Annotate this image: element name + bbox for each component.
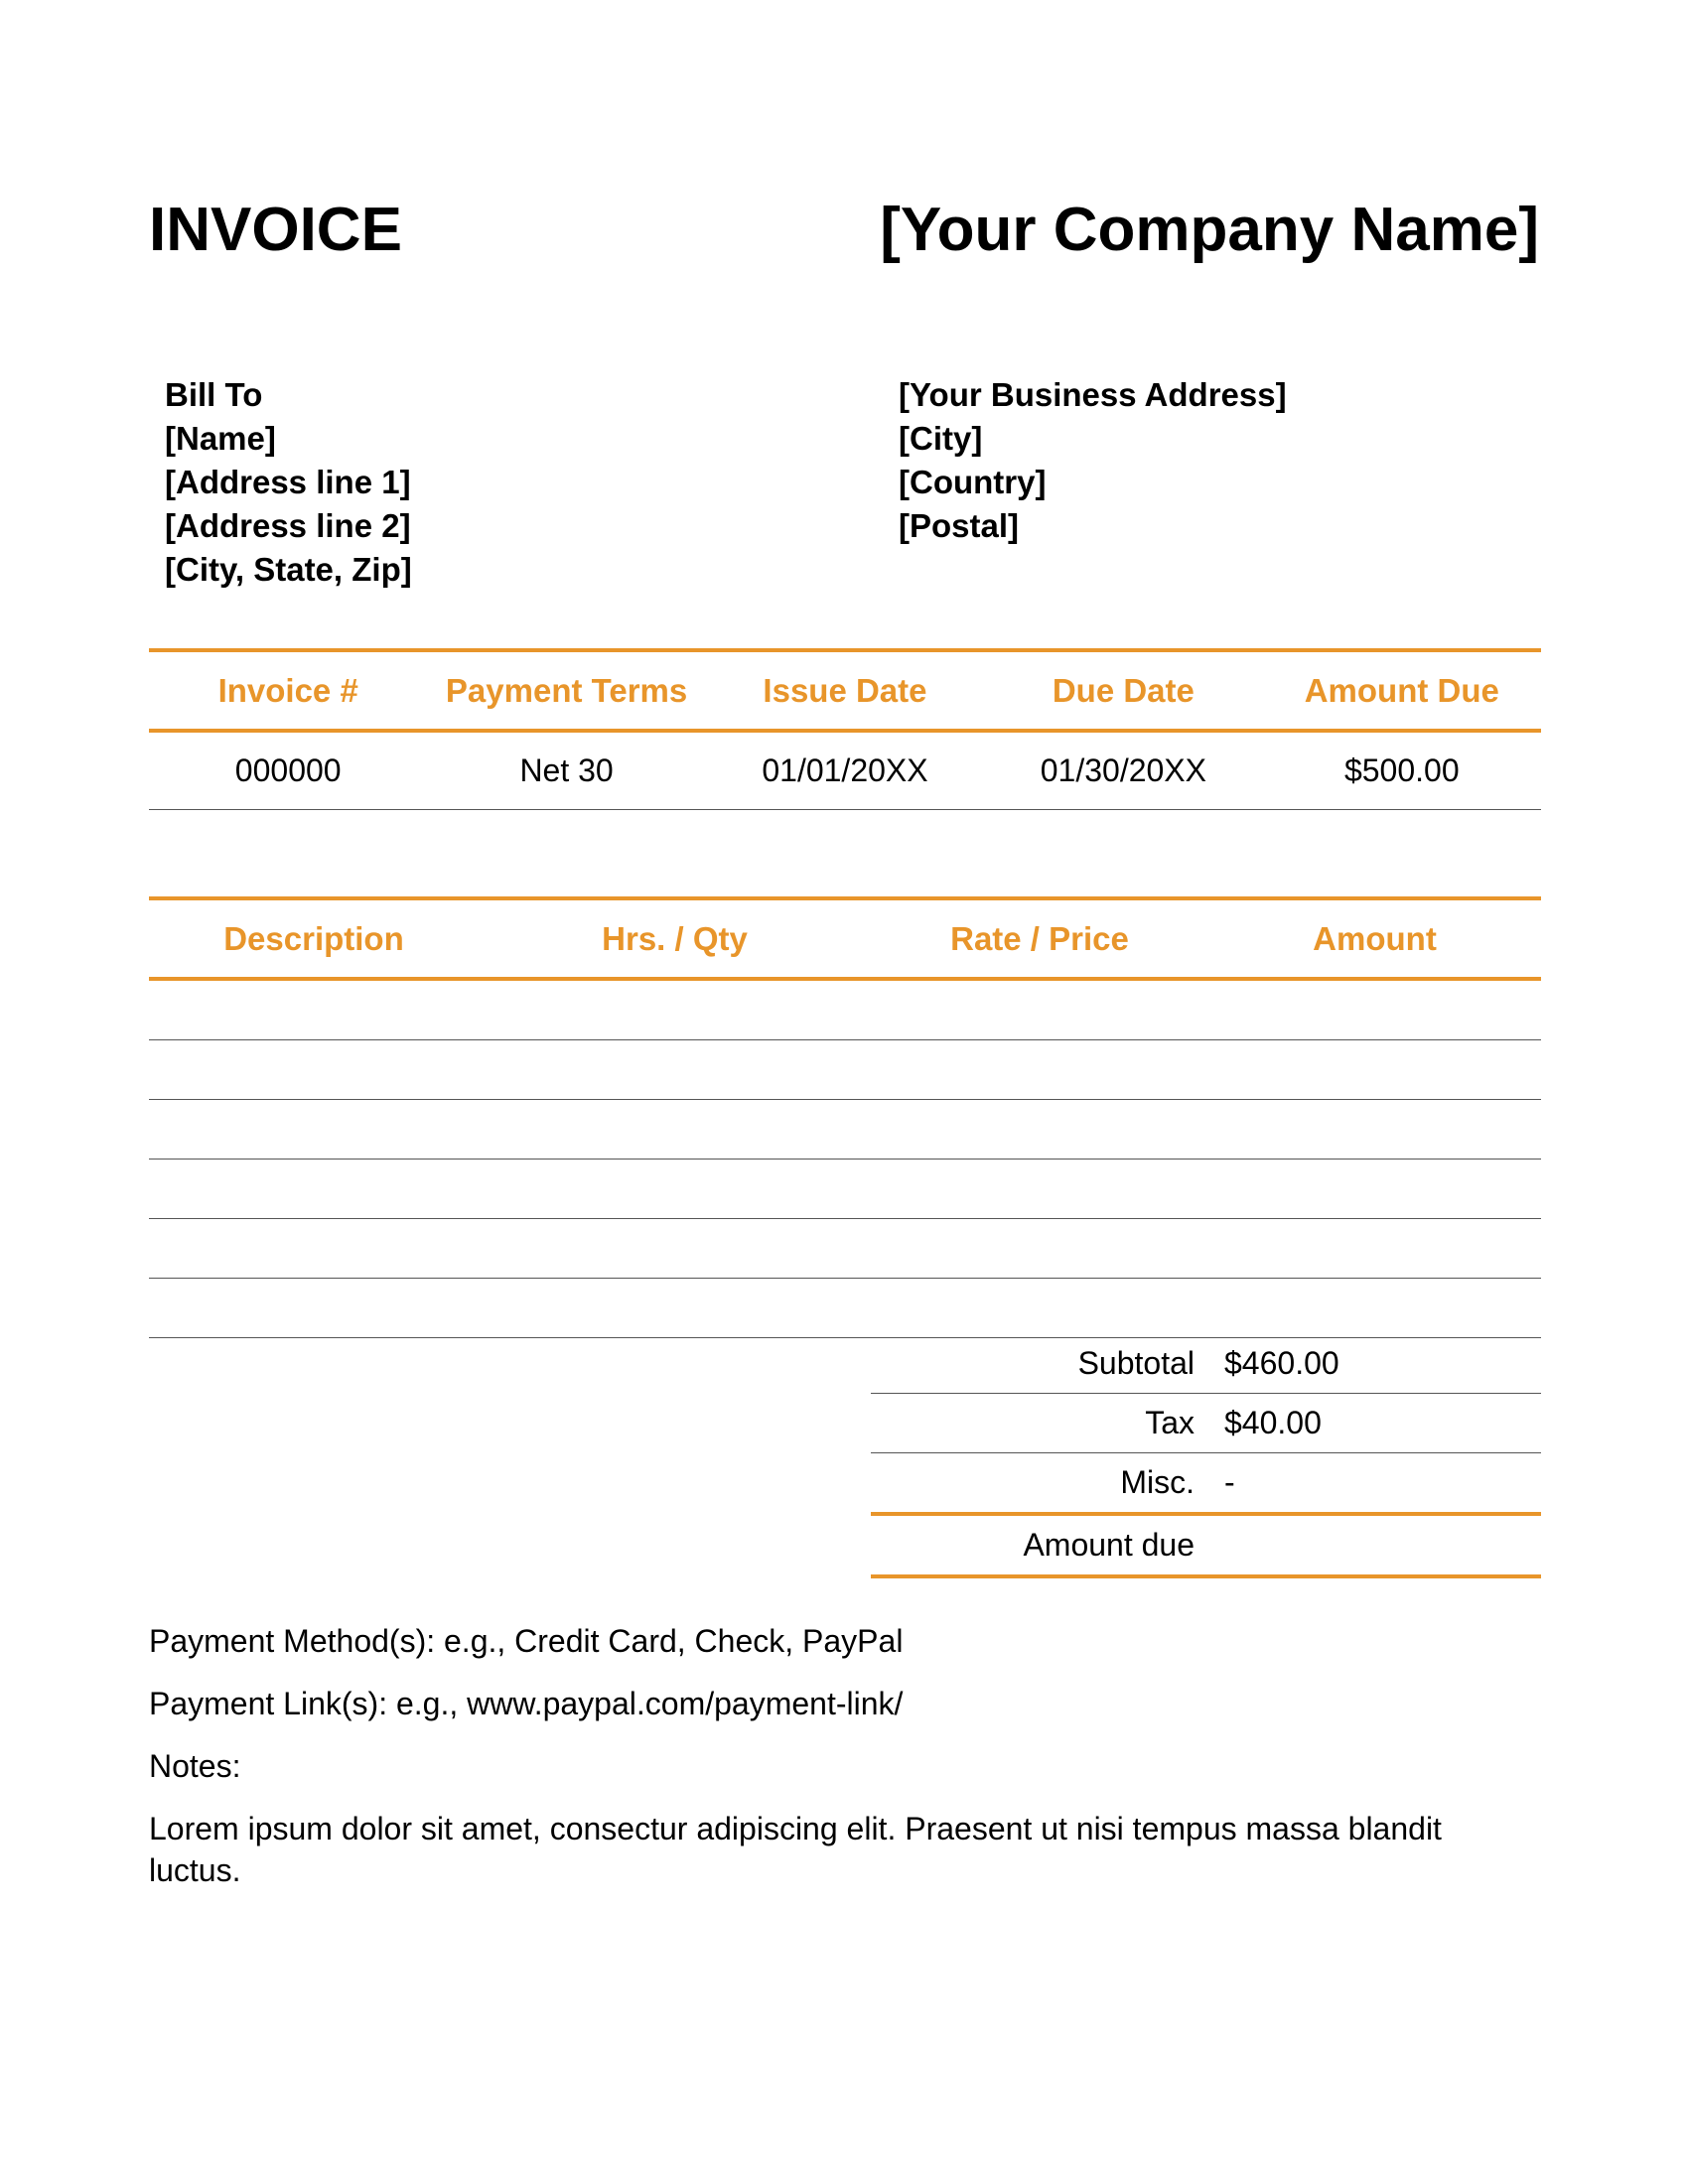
item-amount [1208, 1040, 1541, 1100]
notes-body: Lorem ipsum dolor sit amet, consectur adipiscing elit. Praesent ut nisi tempus massa blandit luctus. [149, 1811, 1442, 1888]
subtotal-row [871, 1334, 1541, 1394]
amount-due-label: Amount due [1023, 1527, 1195, 1563]
header-due-date: Due Date [984, 650, 1262, 731]
item-rate [871, 1040, 1208, 1100]
header-issue-date: Issue Date [706, 650, 984, 731]
business-city: [City] [899, 420, 983, 457]
bill-to-address-line-1: [Address line 1] [165, 464, 411, 500]
bill-to-block [165, 373, 412, 592]
tax-row [871, 1394, 1541, 1453]
business-address: [Your Business Address] [899, 376, 1287, 413]
invoice-title: INVOICE [149, 196, 402, 264]
item-qty [479, 1160, 871, 1219]
misc-row [871, 1453, 1541, 1516]
item-amount [1208, 979, 1541, 1040]
tax-label: Tax [1145, 1405, 1195, 1440]
misc-value: - [1224, 1464, 1235, 1500]
item-qty [479, 1279, 871, 1338]
totals-block [871, 1334, 1541, 1578]
amount-due-value: $500.00 [1263, 731, 1541, 810]
invoice-info-header-row [149, 650, 1541, 731]
header-rate-price: Rate / Price [871, 898, 1208, 979]
item-rate [871, 1219, 1208, 1279]
business-postal: [Postal] [899, 507, 1020, 544]
item-description [149, 1160, 479, 1219]
item-qty [479, 1100, 871, 1160]
header-amount: Amount [1208, 898, 1541, 979]
footer-block [149, 1620, 1541, 1912]
item-description [149, 1279, 479, 1338]
tax-value: $40.00 [1224, 1405, 1322, 1440]
table-row [149, 1100, 1541, 1160]
item-amount [1208, 1100, 1541, 1160]
invoice-info-value-row [149, 731, 1541, 810]
item-amount [1208, 1160, 1541, 1219]
issue-date-value: 01/01/20XX [706, 731, 984, 810]
item-rate [871, 979, 1208, 1040]
subtotal-value: $460.00 [1224, 1345, 1339, 1381]
line-items-header-row [149, 898, 1541, 979]
table-row [149, 1040, 1541, 1100]
bill-to-name: [Name] [165, 420, 276, 457]
due-date-value: 01/30/20XX [984, 731, 1262, 810]
bill-to-address-line-2: [Address line 2] [165, 507, 411, 544]
company-name: [Your Company Name] [880, 196, 1539, 264]
item-rate [871, 1160, 1208, 1219]
payment-links: Payment Link(s): e.g., www.paypal.com/payment-link/ [149, 1686, 904, 1721]
misc-label: Misc. [1120, 1464, 1195, 1500]
item-description [149, 1040, 479, 1100]
business-address-block [899, 373, 1287, 548]
item-qty [479, 1040, 871, 1100]
table-row [149, 1160, 1541, 1219]
header-invoice-number: Invoice # [149, 650, 427, 731]
bill-to-heading: Bill To [165, 376, 263, 413]
item-rate [871, 1279, 1208, 1338]
invoice-info-table [149, 648, 1541, 810]
item-amount [1208, 1219, 1541, 1279]
table-row [149, 979, 1541, 1040]
item-description [149, 979, 479, 1040]
header-hrs-qty: Hrs. / Qty [479, 898, 871, 979]
table-row [149, 1279, 1541, 1338]
table-row [149, 1219, 1541, 1279]
business-country: [Country] [899, 464, 1047, 500]
line-items-table [149, 896, 1541, 1338]
header-payment-terms: Payment Terms [427, 650, 705, 731]
item-rate [871, 1100, 1208, 1160]
item-description [149, 1219, 479, 1279]
amount-due-row [871, 1516, 1541, 1578]
item-qty [479, 1219, 871, 1279]
item-description [149, 1100, 479, 1160]
item-qty [479, 979, 871, 1040]
payment-terms-value: Net 30 [427, 731, 705, 810]
notes-label: Notes: [149, 1748, 241, 1784]
bill-to-city-state-zip: [City, State, Zip] [165, 551, 412, 588]
header-description: Description [149, 898, 479, 979]
invoice-number-value: 000000 [149, 731, 427, 810]
header-amount-due: Amount Due [1263, 650, 1541, 731]
subtotal-label: Subtotal [1077, 1345, 1195, 1381]
payment-methods: Payment Method(s): e.g., Credit Card, Check, PayPal [149, 1623, 904, 1659]
item-amount [1208, 1279, 1541, 1338]
